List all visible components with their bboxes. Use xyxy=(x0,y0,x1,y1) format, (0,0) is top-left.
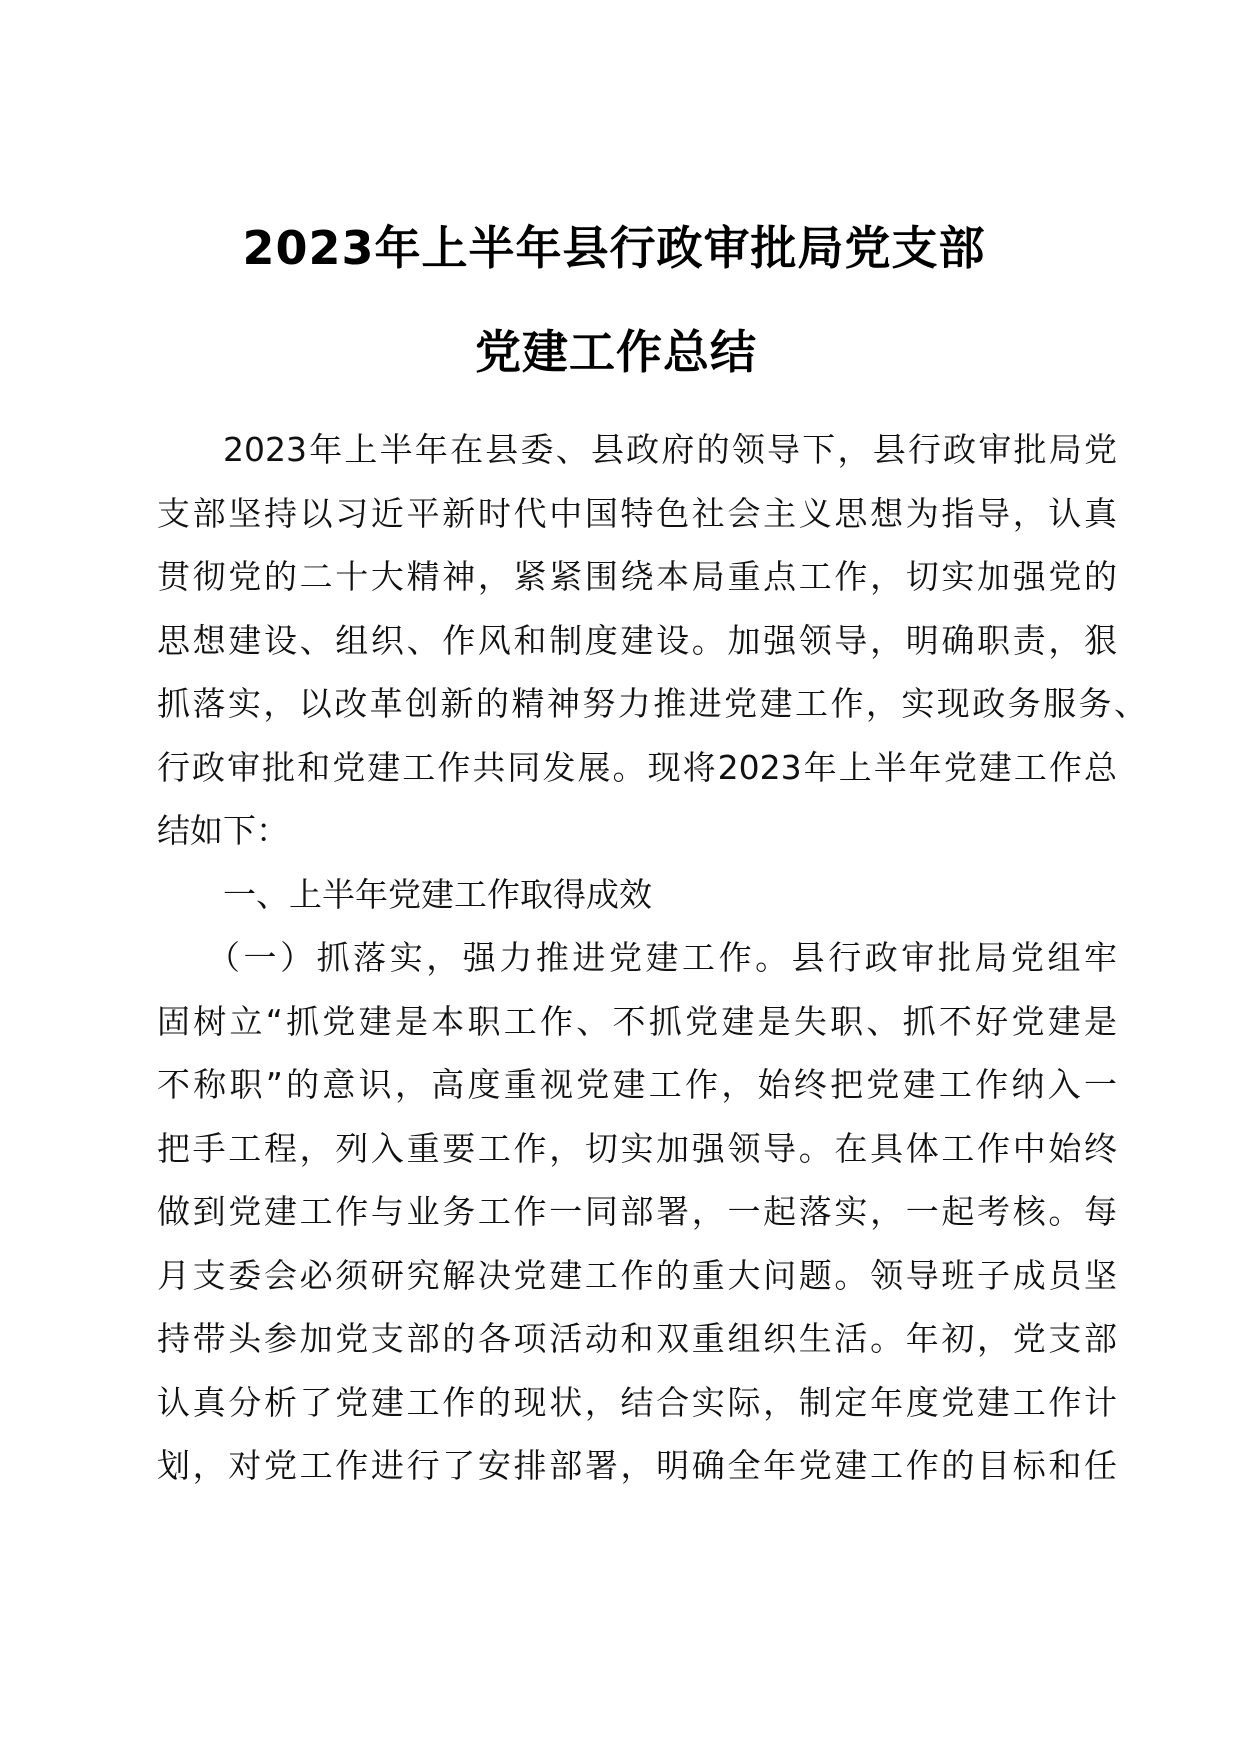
document-title-line-2: 党建工作总结 xyxy=(475,325,757,379)
paragraph-2-line-2: 固树立“抓党建是本职工作、不抓党建是失职、抓不好党建是 xyxy=(157,1001,1117,1041)
paragraph-1-line-5: 抓落实，以改革创新的精神努力推进党建工作，实现政务服务、 xyxy=(157,684,1147,723)
paragraph-2-line-7: 持带头参加党支部的各项活动和双重组织生活。年初，党支部 xyxy=(157,1319,1117,1358)
paragraph-1-line-6: 行政审批和党建工作共同发展。现将2023年上半年党建工作总 xyxy=(157,747,1117,787)
paragraph-2-line-9: 划，对党工作进行了安排部署，明确全年党建工作的目标和任 xyxy=(157,1446,1117,1485)
document-body xyxy=(157,418,1147,1498)
section-heading-1: 一、上半年党建工作取得成效 xyxy=(223,874,652,914)
paragraph-2-line-8: 认真分析了党建工作的现状，结合实际，制定年度党建工作计 xyxy=(157,1382,1117,1422)
paragraph-1-line-2: 支部坚持以习近平新时代中国特色社会主义思想为指导，认真 xyxy=(157,493,1117,533)
paragraph-2-line-5: 做到党建工作与业务工作一同部署，一起落实，一起考核。每 xyxy=(157,1192,1117,1231)
paragraph-2-line-4: 把手工程，列入重要工作，切实加强领导。在具体工作中始终 xyxy=(157,1128,1117,1168)
paragraph-1-line-3: 贯彻党的二十大精神，紧紧围绕本局重点工作，切实加强党的 xyxy=(157,557,1117,596)
paragraph-2-line-6: 月支委会必须研究解决党建工作的重大问题。领导班子成员坚 xyxy=(157,1255,1117,1295)
paragraph-1-line-1: 2023年上半年在县委、县政府的领导下，县行政审批局党 xyxy=(223,430,1117,469)
paragraph-2-line-3: 不称职”的意识，高度重视党建工作，始终把党建工作纳入一 xyxy=(157,1065,1117,1104)
document-title-line-1: 2023年上半年县行政审批局党支部 xyxy=(242,221,986,275)
paragraph-2-line-1: （一）抓落实，强力推进党建工作。县行政审批局党组牢 xyxy=(207,938,1117,977)
paragraph-1-line-7: 结如下： xyxy=(157,811,289,850)
paragraph-1-line-4: 思想建设、组织、作风和制度建设。加强领导，明确职责，狠 xyxy=(157,620,1117,660)
